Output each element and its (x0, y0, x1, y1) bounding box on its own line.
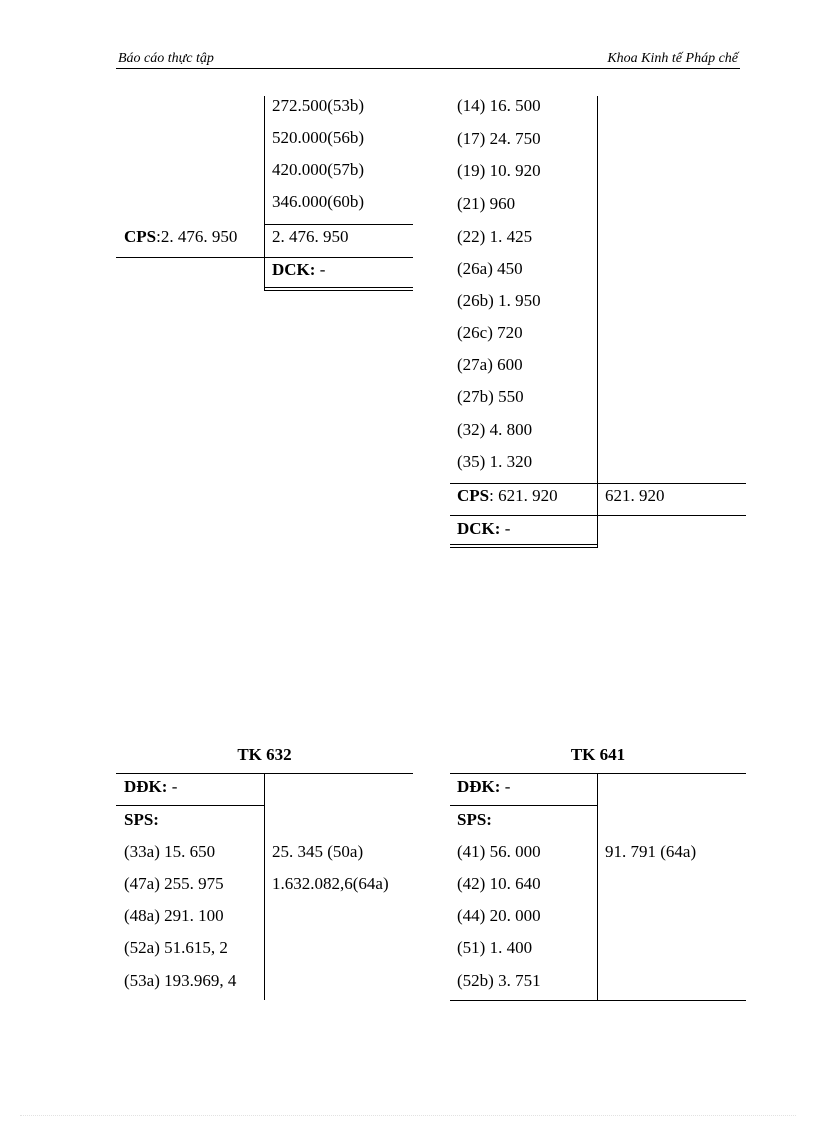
cps-debit-cell (124, 227, 237, 247)
debit-entry: (14) 16. 500 (457, 96, 541, 115)
debit-entry: (26b) 1. 950 (457, 291, 541, 310)
ddk-cell (124, 777, 177, 797)
credit-entry: 520.000(56b) (272, 128, 365, 147)
credit-entry: 420.000(57b) (272, 160, 365, 179)
t-account-divider (597, 773, 598, 1000)
cps-debit-cell (457, 486, 558, 506)
credit-entry: 1.632.082,6(64a) (272, 874, 389, 893)
dck-cell (457, 519, 510, 539)
t-account-divider (264, 773, 265, 1000)
dck-double-rule-2 (450, 547, 598, 548)
credit-entry: 272.500(53b) (272, 96, 365, 115)
dck-label: DCK: (457, 519, 501, 538)
debit-entry: (52b) 3. 751 (457, 971, 541, 990)
debit-entry: (48a) 291. 100 (124, 906, 224, 925)
ddk-rule (116, 805, 265, 806)
account-bottom-rule (450, 1000, 746, 1001)
ddk-rule (450, 805, 598, 806)
debit-entry: (26c) 720 (457, 323, 523, 342)
credit-entry: 91. 791 (64a) (605, 842, 697, 861)
ddk-cell (457, 777, 510, 797)
header-rule (116, 68, 740, 69)
dck-double-rule-1 (264, 287, 413, 288)
cps-credit-value: 621. 920 (605, 486, 665, 505)
account-title: TK 632 (237, 745, 292, 764)
credit-entry: 25. 345 (50a) (272, 842, 364, 861)
debit-entry: (42) 10. 640 (457, 874, 541, 893)
cps-bottom-rule (116, 257, 413, 258)
cps-label: CPS (457, 486, 490, 505)
debit-entry: (22) 1. 425 (457, 227, 533, 246)
sps-label (457, 810, 492, 830)
cps-credit-value: 2. 476. 950 (272, 227, 349, 246)
debit-entry: (26a) 450 (457, 259, 523, 278)
cps-bottom-rule (450, 515, 746, 516)
ddk-value: - (167, 777, 178, 796)
debit-entry: (17) 24. 750 (457, 129, 541, 148)
header-left-text: Báo cáo thực tập (118, 51, 214, 66)
cps-top-rule (264, 224, 413, 225)
cps-debit-value: :2. 476. 950 (156, 227, 238, 246)
ddk-value: - (500, 777, 511, 796)
debit-entry: (51) 1. 400 (457, 938, 533, 957)
cps-debit-value: : 621. 920 (489, 486, 558, 505)
header-right-text: Khoa Kinh tế Pháp chế (607, 51, 738, 66)
t-account-divider (264, 96, 265, 290)
debit-entry: (35) 1. 320 (457, 452, 533, 471)
credit-entry: 346.000(60b) (272, 192, 365, 211)
debit-entry: (44) 20. 000 (457, 906, 541, 925)
sps-label (124, 810, 159, 830)
t-account-divider (597, 96, 598, 547)
account-title: TK 641 (570, 745, 626, 764)
debit-entry: (19) 10. 920 (457, 161, 541, 180)
sps-label-text: SPS: (124, 810, 159, 829)
dck-double-rule-1 (450, 544, 598, 545)
dck-cell (272, 260, 325, 280)
dck-label: DCK: (272, 260, 316, 279)
debit-entry: (41) 56. 000 (457, 842, 541, 861)
cps-top-rule (450, 483, 746, 484)
debit-entry: (47a) 255. 975 (124, 874, 224, 893)
account-top-rule (450, 773, 746, 774)
debit-entry: (52a) 51.615, 2 (124, 938, 228, 957)
debit-entry: (32) 4. 800 (457, 420, 533, 439)
debit-entry: (53a) 193.969, 4 (124, 971, 237, 990)
sps-label-text: SPS: (457, 810, 492, 829)
ddk-label: DĐK: (457, 777, 501, 796)
page-bottom-dotted-rule (20, 1115, 796, 1116)
debit-entry: (27a) 600 (457, 355, 523, 374)
cps-label: CPS (124, 227, 157, 246)
debit-entry: (21) 960 (457, 194, 516, 213)
dck-value: - (500, 519, 511, 538)
debit-entry: (27b) 550 (457, 387, 524, 406)
dck-value: - (315, 260, 326, 279)
dck-double-rule-2 (264, 290, 413, 291)
ddk-label: DĐK: (124, 777, 168, 796)
debit-entry: (33a) 15. 650 (124, 842, 216, 861)
